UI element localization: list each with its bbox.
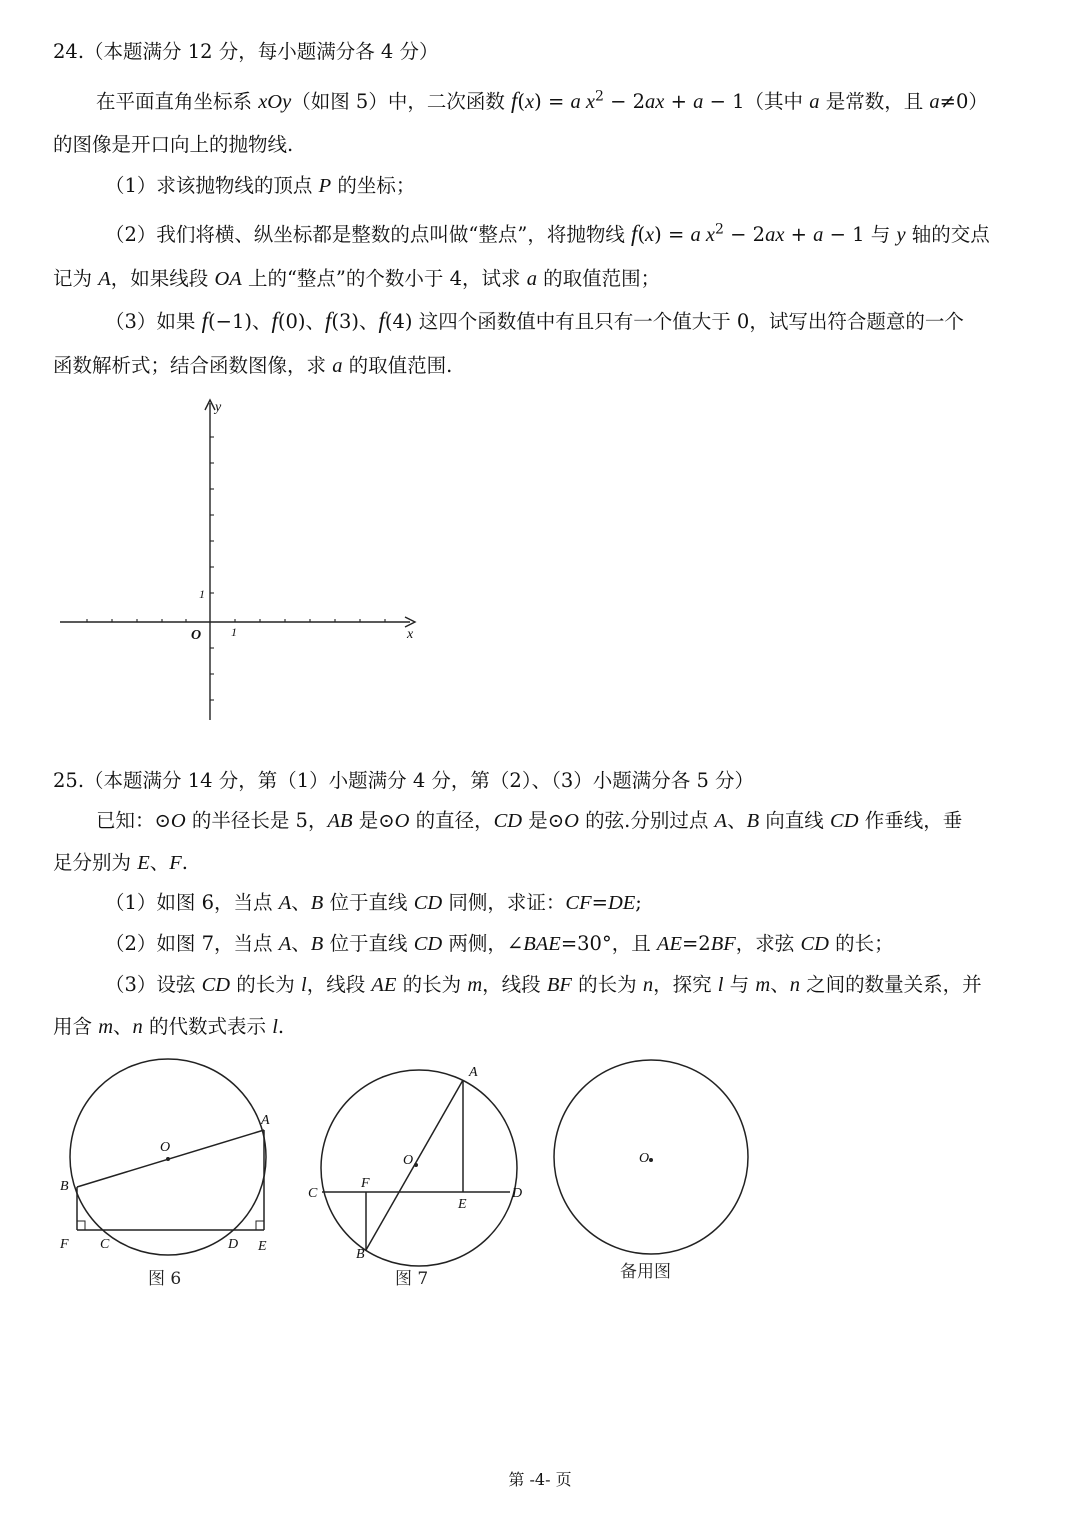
fig7-caption: 图 7 [395, 1269, 429, 1289]
figure7 [300, 1050, 540, 1290]
spare-caption: 备用图 [620, 1262, 671, 1282]
q24-stem-line1: 在平面直角坐标系 xOy（如图 5）中，二次函数 f(x) = a $x^2 - 2ax + a - 1$（其中 a 是常数，且 a≠0） [96, 88, 988, 113]
x-axis-label: x [407, 627, 414, 642]
fig7-circle [321, 1070, 517, 1266]
axis-ticks [87, 437, 385, 700]
q25-part3-line1: （3）设弦 CD 的长为 l，线段 AE 的长为 m，线段 BF 的长为 n，探究 l 与 m、n 之间的数量关系，并 [105, 973, 982, 996]
q25-part1: （1）如图 6，当点 A、B 位于直线 CD 同侧，求证：CF=DE; [105, 891, 642, 914]
fig7-label-f: F [361, 1176, 370, 1191]
fig6-label-d: D [228, 1237, 239, 1252]
y-tick-label: 1 [199, 587, 205, 601]
fig6-diameter-ab [77, 1130, 264, 1187]
fig7-label-c: C [308, 1186, 318, 1201]
q25-part2: （2）如图 7，当点 A、B 位于直线 CD 两侧，∠BAE=30°，且 AE=2BF，求弦 CD 的长； [105, 932, 894, 955]
q24-part3-line2: 函数解析式；结合函数图像，求 a 的取值范围. [53, 354, 453, 377]
q25-stem-line1: 已知：⊙O 的半径长是 5，AB 是⊙O 的直径，CD 是⊙O 的弦.分别过点 A、B 向直线 CD 作垂线，垂 [96, 809, 963, 832]
q24-part1: （1）求该抛物线的顶点 P 的坐标； [105, 174, 416, 197]
fig6-label-c: C [100, 1237, 110, 1252]
fig7-label-e: E [458, 1197, 467, 1212]
figure5-axes [55, 395, 435, 725]
fig7-label-a: A [469, 1065, 478, 1080]
q25-header: 25.（本题满分 14 分，第（1）小题满分 4 分，第（2）、（3）小题满分各 5 分） [53, 769, 755, 792]
fig7-label-b: B [356, 1247, 365, 1262]
figure-spare [548, 1050, 768, 1290]
y-axis-label: y [215, 400, 222, 415]
page-number: 第 -4- 页 [508, 1470, 572, 1489]
spare-label-o: O [639, 1151, 650, 1166]
fig7-label-d: D [512, 1186, 523, 1201]
fig6-label-a: A [261, 1113, 270, 1128]
fig6-label-e: E [258, 1239, 267, 1254]
q24-part2-line2: 记为 A，如果线段 OA 上的“整点”的个数小于 4，试求 a 的取值范围； [53, 267, 661, 290]
q24-header: 24.（本题满分 12 分，每小题满分各 4 分） [53, 40, 439, 63]
spare-circle [554, 1060, 748, 1254]
fig6-caption: 图 6 [148, 1269, 182, 1289]
fig6-label-o: O [160, 1140, 171, 1155]
q24-stem-line2: 的图像是开口向上的抛物线. [53, 133, 294, 156]
x-tick-label: 1 [231, 625, 237, 639]
q25-part3-line2: 用含 m、n 的代数式表示 l. [53, 1015, 285, 1038]
figure6 [50, 1050, 290, 1290]
fig6-label-b: B [60, 1179, 69, 1194]
q25-stem-line2: 足分别为 E、F. [53, 851, 188, 874]
origin-label: O [191, 628, 202, 643]
q24-part3-line1: （3）如果 f(−1)、f(0)、f(3)、f(4) 这四个函数值中有且只有一个值大于 0，试写出符合题意的一个 [105, 308, 964, 333]
fig6-label-f: F [60, 1237, 69, 1252]
q24-part2-line1: （2）我们将横、纵坐标都是整数的点叫做“整点”，将抛物线 f(x) = a $x^2 - 2ax + a - 1$ 与 y 轴的交点 [105, 221, 990, 246]
fig7-label-o: O [403, 1153, 414, 1168]
